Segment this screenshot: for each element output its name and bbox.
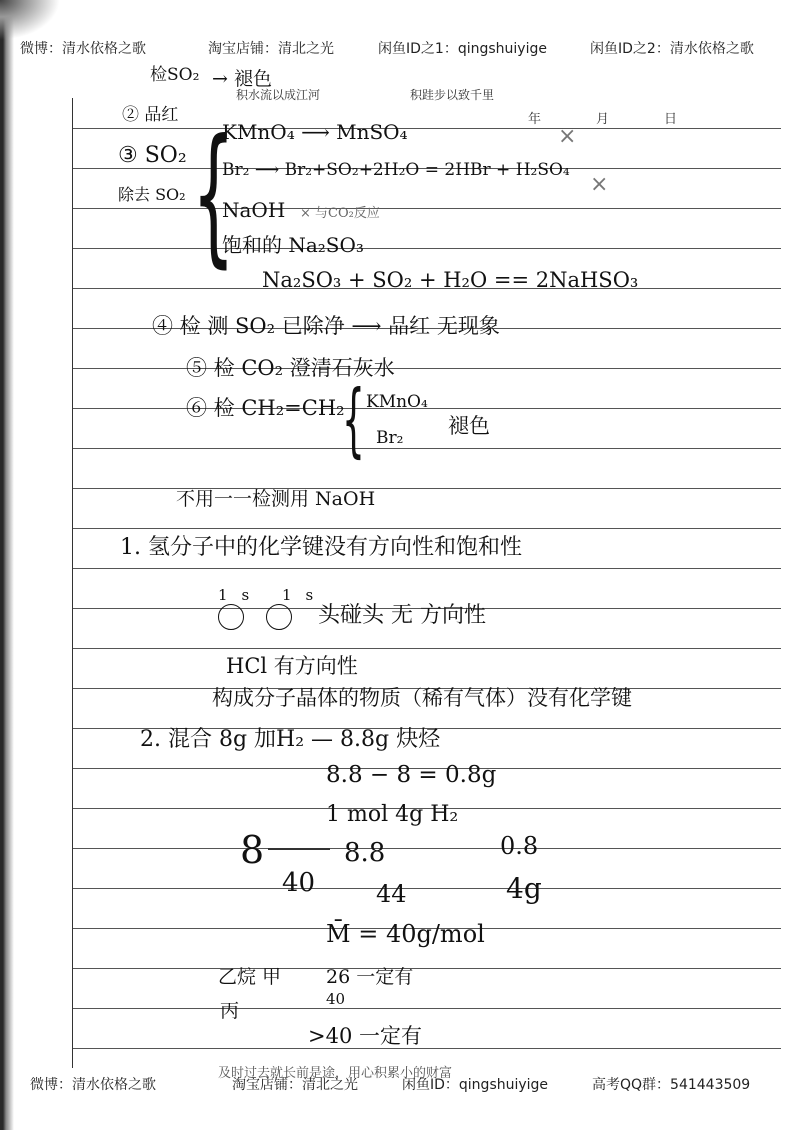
ruled-line — [73, 568, 781, 569]
footer-xianyu: 闲鱼ID：qingshuiyige — [402, 1077, 549, 1093]
note-point1: 1. 氢分子中的化学键没有方向性和饱和性 — [120, 535, 522, 560]
note-head-to-head: 头碰头 无 方向性 — [318, 603, 486, 628]
note-naoh: NaOH — [222, 198, 286, 222]
note-step6-br2: Br₂ — [376, 428, 404, 448]
date-month: 月 — [596, 112, 610, 127]
date-day: 日 — [664, 112, 678, 127]
notebook-motto-left: 积水流以成江河 — [236, 88, 321, 102]
note-decolor: → 褪色 — [212, 68, 272, 90]
ruled-line — [73, 248, 781, 249]
note-step5: ⑤ 检 CO₂ 澄清石灰水 — [186, 356, 395, 380]
note-ethane-methane: 乙烷 甲 — [218, 966, 282, 988]
note-calc-4g: 4g — [506, 872, 542, 905]
footer-taobao: 淘宝店铺：清北之光 — [232, 1077, 358, 1093]
fraction-bar — [268, 848, 330, 850]
brace-symbol: { — [192, 108, 235, 282]
scan-shadow-corner — [0, 0, 60, 40]
note-br2-equation: Br₂ ⟶ Br₂+SO₂+2H₂O = 2HBr + H₂SO₄ — [222, 160, 570, 180]
ruled-line — [73, 128, 781, 129]
note-orbitals-label: 1s 1s — [218, 586, 328, 604]
ruled-line — [73, 1048, 781, 1049]
note-check-so2: 检SO₂ — [150, 65, 200, 85]
note-saturated-na2so3: 饱和的 Na₂SO₃ — [222, 233, 364, 257]
note-no-naoh: 不用一一检测用 NaOH — [176, 488, 376, 510]
ruled-line — [73, 888, 781, 889]
brace-symbol: { — [342, 373, 365, 466]
header-weibo: 微博：清水依格之歌 — [20, 41, 146, 57]
note-kmno4: KMnO₄ ⟶ MnSO₄ — [222, 120, 408, 144]
ruled-line — [73, 648, 781, 649]
cross-mark: × — [590, 172, 609, 197]
note-step2-pinhong: ② 品红 — [122, 105, 179, 125]
note-equation-nahso3: Na₂SO₃ + SO₂ + H₂O == 2NaHSO₃ — [262, 268, 639, 292]
ruled-line — [73, 848, 781, 849]
note-calc-40: 40 — [282, 868, 316, 898]
note-26-must-have: 26 一定有 — [326, 966, 414, 988]
note-step6: ⑥ 检 CH₂=CH₂ — [186, 396, 345, 420]
cross-mark: × — [558, 124, 577, 149]
note-calc-0-8: 0.8 — [500, 832, 539, 860]
ruled-line — [73, 968, 781, 969]
note-naoh-cross: × 与CO₂反应 — [300, 206, 380, 221]
scan-shadow-edge — [0, 0, 14, 1130]
note-calc-44: 44 — [376, 880, 407, 908]
footer-weibo: 微博：清水依格之歌 — [30, 1077, 156, 1093]
date-year: 年 — [528, 112, 542, 127]
orbital-circle — [218, 604, 244, 630]
note-step4: ④ 检 测 SO₂ 已除净 ⟶ 品红 无现象 — [152, 314, 500, 338]
ruled-line — [73, 1008, 781, 1009]
note-step6-decolor: 褪色 — [448, 414, 490, 438]
note-over-40-must-have: >40 一定有 — [308, 1024, 422, 1048]
note-average-molar-mass: M̄ = 40g/mol — [326, 920, 485, 948]
header-taobao: 淘宝店铺：清北之光 — [208, 41, 334, 57]
note-molecular-crystal: 构成分子晶体的物质（稀有气体）没有化学键 — [212, 686, 632, 710]
note-remove-so2: 除去 SO₂ — [118, 185, 186, 204]
ruled-line — [73, 528, 781, 529]
ruled-line — [73, 368, 781, 369]
note-step3-so2: ③ SO₂ — [118, 143, 187, 168]
note-hcl-direction: HCl 有方向性 — [226, 654, 358, 678]
note-calc-mol: 1 mol 4g H₂ — [326, 802, 459, 827]
note-calc-8-8: 8.8 — [344, 838, 386, 868]
footer-motto: 及时过去就长前是途，用心积累小的财富 — [218, 1066, 453, 1081]
notebook-motto-right: 积跬步以致千里 — [410, 88, 495, 102]
footer-qq: 高考QQ群：541443509 — [592, 1077, 751, 1093]
orbital-circle — [266, 604, 292, 630]
note-calc-mass-diff: 8.8 − 8 = 0.8g — [326, 762, 497, 788]
header-xianyu-1: 闲鱼ID之1：qingshuiyige — [378, 41, 547, 57]
note-calc-8: 8 — [240, 828, 265, 872]
ruled-line — [73, 448, 781, 449]
ruled-line — [73, 208, 781, 209]
note-propane: 丙 — [220, 1000, 240, 1022]
note-point2: 2. 混合 8g 加H₂ — 8.8g 炔烃 — [140, 727, 441, 752]
header-xianyu-2: 闲鱼ID之2：清水依格之歌 — [590, 41, 754, 57]
note-40: 40 — [326, 990, 346, 1008]
note-step6-kmno4: KMnO₄ — [366, 392, 428, 412]
